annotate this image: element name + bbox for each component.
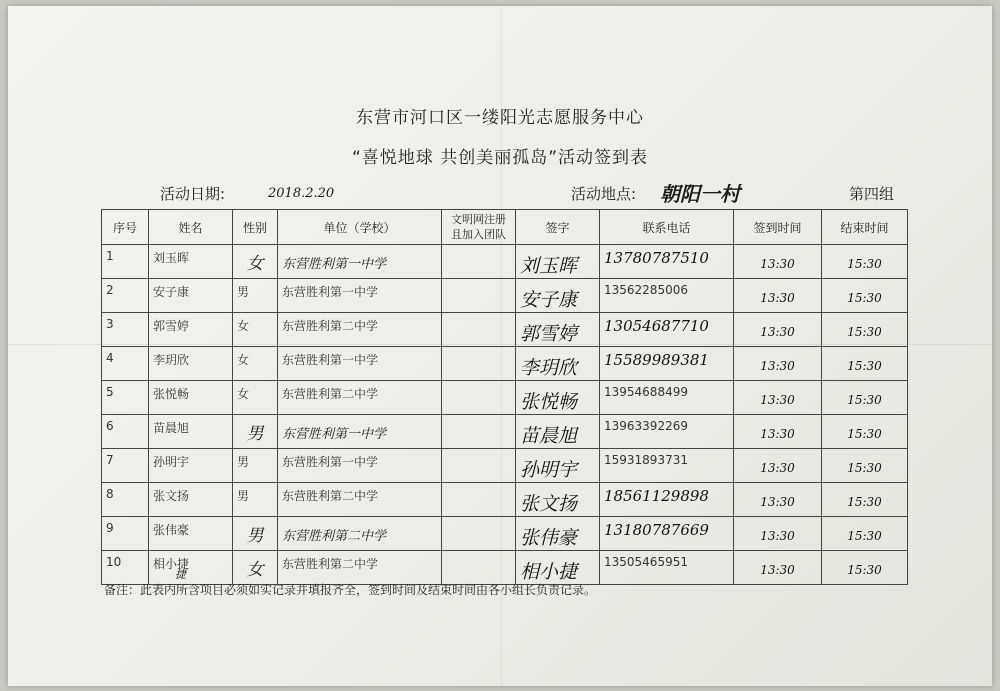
row-school: 东营胜利第一中学 xyxy=(282,353,379,367)
row-checkin: 13:30 xyxy=(760,427,795,441)
col-header-gender: 性别 xyxy=(233,210,278,245)
row-no: 6 xyxy=(106,419,114,433)
row-end: 15:30 xyxy=(847,495,882,509)
row-school: 东营胜利第一中学 xyxy=(282,257,387,272)
col-header-signature: 签字 xyxy=(516,210,600,245)
row-no: 2 xyxy=(106,283,114,297)
row-registered xyxy=(442,517,516,551)
row-registered xyxy=(442,313,516,347)
row-checkin: 13:30 xyxy=(760,563,795,577)
row-no: 9 xyxy=(106,521,114,535)
row-end: 15:30 xyxy=(847,359,882,373)
sign-in-table xyxy=(101,209,908,585)
row-end: 15:30 xyxy=(847,563,882,577)
row-signature: 张伟豪 xyxy=(520,527,578,549)
table-row xyxy=(102,279,908,313)
row-phone: 13562285006 xyxy=(604,283,688,297)
row-checkin: 13:30 xyxy=(760,325,795,339)
row-school: 东营胜利第一中学 xyxy=(282,285,379,299)
table-row xyxy=(102,483,908,517)
activity-title: “喜悦地球 共创美丽孤岛”活动签到表 xyxy=(351,148,649,168)
handwritten-note: 捷 xyxy=(175,568,186,581)
row-checkin: 13:30 xyxy=(760,291,795,305)
table-row xyxy=(102,381,908,415)
row-name: 苗晨旭 xyxy=(153,421,190,435)
row-gender: 女 xyxy=(237,353,250,367)
row-phone: 13054687710 xyxy=(604,317,709,335)
row-gender: 女 xyxy=(246,254,264,274)
row-name: 孙明宇 xyxy=(153,455,190,469)
footer-note: 备注：此表内所含项目必须如实记录并填报齐全，签到时间及结束时间由各小组长负责记录。 xyxy=(104,583,597,597)
location-value: 朝阳一村 xyxy=(660,182,740,206)
row-end: 15:30 xyxy=(847,461,882,475)
row-end: 15:30 xyxy=(847,427,882,441)
row-phone: 13954688499 xyxy=(604,385,688,399)
row-name: 安子康 xyxy=(153,285,190,299)
row-phone: 18561129898 xyxy=(604,487,709,505)
col-header-school: 单位（学校） xyxy=(278,210,442,245)
organization-title: 东营市河口区一缕阳光志愿服务中心 xyxy=(356,108,644,128)
location-label: 活动地点: xyxy=(571,185,637,203)
row-signature: 苗晨旭 xyxy=(520,425,578,447)
row-registered xyxy=(442,483,516,517)
row-registered xyxy=(442,347,516,381)
row-phone: 15589989381 xyxy=(604,351,709,369)
row-signature: 安子康 xyxy=(520,289,578,311)
row-signature: 李玥欣 xyxy=(520,357,578,379)
row-signature: 张文扬 xyxy=(520,493,578,515)
col-header-end: 结束时间 xyxy=(822,210,908,245)
row-registered xyxy=(442,415,516,449)
row-end: 15:30 xyxy=(847,325,882,339)
row-gender: 女 xyxy=(246,560,264,580)
row-school: 东营胜利第二中学 xyxy=(282,489,379,503)
row-checkin: 13:30 xyxy=(760,461,795,475)
row-phone: 13780787510 xyxy=(604,249,709,267)
table-row xyxy=(102,517,908,551)
row-registered xyxy=(442,279,516,313)
row-name: 张文扬 xyxy=(153,489,190,503)
row-signature: 相小捷 xyxy=(520,561,578,583)
row-checkin: 13:30 xyxy=(760,495,795,509)
row-phone: 13505465951 xyxy=(604,555,688,569)
row-no: 5 xyxy=(106,385,114,399)
table-header-row xyxy=(102,210,908,245)
row-school: 东营胜利第二中学 xyxy=(282,529,387,544)
row-signature: 孙明宇 xyxy=(520,459,578,481)
row-phone: 13963392269 xyxy=(604,419,688,433)
row-no: 7 xyxy=(106,453,114,467)
row-name: 李玥欣 xyxy=(153,353,190,367)
row-gender: 男 xyxy=(246,424,264,444)
row-school: 东营胜利第二中学 xyxy=(282,557,379,571)
row-registered xyxy=(442,551,516,585)
row-no: 4 xyxy=(106,351,114,365)
col-header-no: 序号 xyxy=(102,210,149,245)
table-row xyxy=(102,449,908,483)
row-school: 东营胜利第二中学 xyxy=(282,387,379,401)
row-checkin: 13:30 xyxy=(760,529,795,543)
row-no: 10 xyxy=(106,555,122,569)
row-gender: 女 xyxy=(237,387,250,401)
row-no: 8 xyxy=(106,487,114,501)
row-name: 张悦畅 xyxy=(153,387,190,401)
row-checkin: 13:30 xyxy=(760,359,795,373)
col-header-name: 姓名 xyxy=(149,210,233,245)
row-school: 东营胜利第二中学 xyxy=(282,319,379,333)
row-gender: 男 xyxy=(237,455,250,469)
row-gender: 男 xyxy=(246,526,264,546)
row-signature: 刘玉晖 xyxy=(520,255,578,277)
col-header-checkin: 签到时间 xyxy=(734,210,822,245)
row-registered xyxy=(442,449,516,483)
row-name: 相小捷 xyxy=(153,557,190,571)
row-checkin: 13:30 xyxy=(760,393,795,407)
row-gender: 男 xyxy=(237,285,250,299)
row-end: 15:30 xyxy=(847,291,882,305)
row-end: 15:30 xyxy=(847,529,882,543)
row-signature: 郭雪婷 xyxy=(520,323,578,345)
col-header-phone: 联系电话 xyxy=(600,210,734,245)
table-row xyxy=(102,347,908,381)
row-name: 郭雪婷 xyxy=(153,319,190,333)
row-checkin: 13:30 xyxy=(760,257,795,271)
table-row xyxy=(102,415,908,449)
row-no: 3 xyxy=(106,317,114,331)
row-registered xyxy=(442,245,516,279)
row-school: 东营胜利第一中学 xyxy=(282,455,379,469)
row-end: 15:30 xyxy=(847,257,882,271)
row-gender: 女 xyxy=(237,319,250,333)
col-header-registered: 文明网注册且加入团队 xyxy=(442,210,516,245)
row-phone: 15931893731 xyxy=(604,453,688,467)
date-value: 2018.2.20 xyxy=(268,186,335,201)
row-end: 15:30 xyxy=(847,393,882,407)
row-name: 刘玉晖 xyxy=(153,251,190,265)
row-gender: 男 xyxy=(237,489,250,503)
table-row xyxy=(102,313,908,347)
row-registered xyxy=(442,381,516,415)
date-label: 活动日期: xyxy=(160,185,226,203)
row-phone: 13180787669 xyxy=(604,521,709,539)
table-row xyxy=(102,551,908,585)
row-name: 张伟豪 xyxy=(153,523,190,537)
row-school: 东营胜利第一中学 xyxy=(282,427,387,442)
group-label: 第四组 xyxy=(849,185,895,203)
table-row xyxy=(102,245,908,279)
row-signature: 张悦畅 xyxy=(520,391,578,413)
row-no: 1 xyxy=(106,249,114,263)
